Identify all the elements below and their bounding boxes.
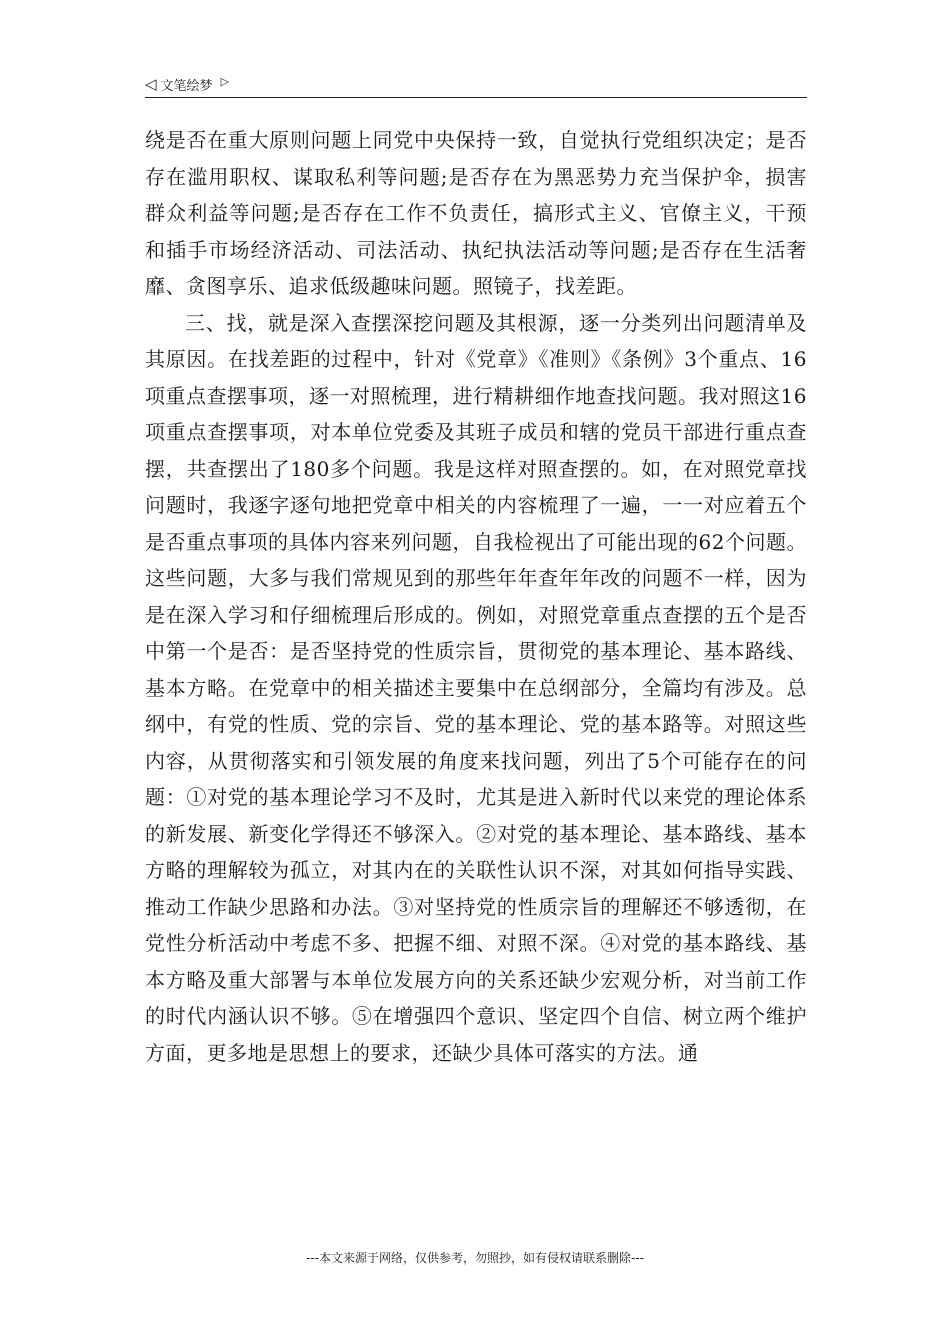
- paragraph-section-three: 三、找，就是深入查摆深挖问题及其根源，逐一分类列出问题清单及其原因。在找差距的过程中，针对《党章》《准则》《条例》3个重点、16项重点查摆事项，逐一对照梳理，进行精耕细作地查找问题。我对照这16项重点查摆事项，对本单位党委及其班子成员和辖的党员干部进行重点查摆，共查摆出了180多个问题。我是这样对照查摆的。如，在对照党章找问题时，我逐字逐句地把党章中相关的内容梳理了一遍，一一对应着五个是否重点事项的具体内容来列问题，自我检视出了可能出现的62个问题。这些问题，大多与我们常规见到的那些年年查年年改的问题不一样，因为是在深入学习和仔细梳理后形成的。例如，对照党章重点查摆的五个是否中第一个是否：是否坚持党的性质宗旨，贯彻党的基本理论、基本路线、基本方略。在党章中的相关描述主要集中在总纲部分，全篇均有涉及。总纲中，有党的性质、党的宗旨、党的基本理论、党的基本路等。对照这些内容，从贯彻落实和引领发展的角度来找问题，列出了5个可能存在的问题：①对党的基本理论学习不及时，尤其是进入新时代以来党的理论体系的新发展、新变化学得还不够深入。②对党的基本理论、基本路线、基本方略的理解较为孤立，对其内在的关联性认识不深，对其如何指导实践、推动工作缺少思路和办法。③对坚持党的性质宗旨的理解还不够透彻，在党性分析活动中考虑不多、把握不细、对照不深。④对党的基本路线、基本方略及重大部署与本单位发展方向的关系还缺少宏观分析，对当前工作的时代内涵认识不够。⑤在增强四个意识、坚定四个自信、树立两个维护方面，更多地是思想上的要求，还缺少具体可落实的方法。通: [145, 310, 807, 1065]
- paragraph-continued: 绕是否在重大原则问题上同党中央保持一致，自觉执行党组织决定；是否存在滥用职权、谋取私利等问题;是否存在为黑恶势力充当保护伞，损害群众利益等问题;是否存在工作不负责任，搞形式主义、官僚主义，干预和插手市场经济活动、司法活动、执纪执法活动等问题;是否存在生活奢靡、贪图享乐、追求低级趣味问题。照镜子，找差距。: [145, 128, 807, 298]
- header-divider: [145, 97, 807, 98]
- right-triangle-icon: ▷: [220, 74, 230, 88]
- page-footer-disclaimer: ---本文来源于网络，仅供参考，勿照抄，如有侵权请联系删除---: [306, 1251, 644, 1265]
- page-header: [145, 72, 807, 96]
- document-body: [145, 122, 807, 1071]
- header-title: 文笔绘梦: [160, 78, 213, 94]
- left-triangle-icon: ◁: [145, 74, 157, 93]
